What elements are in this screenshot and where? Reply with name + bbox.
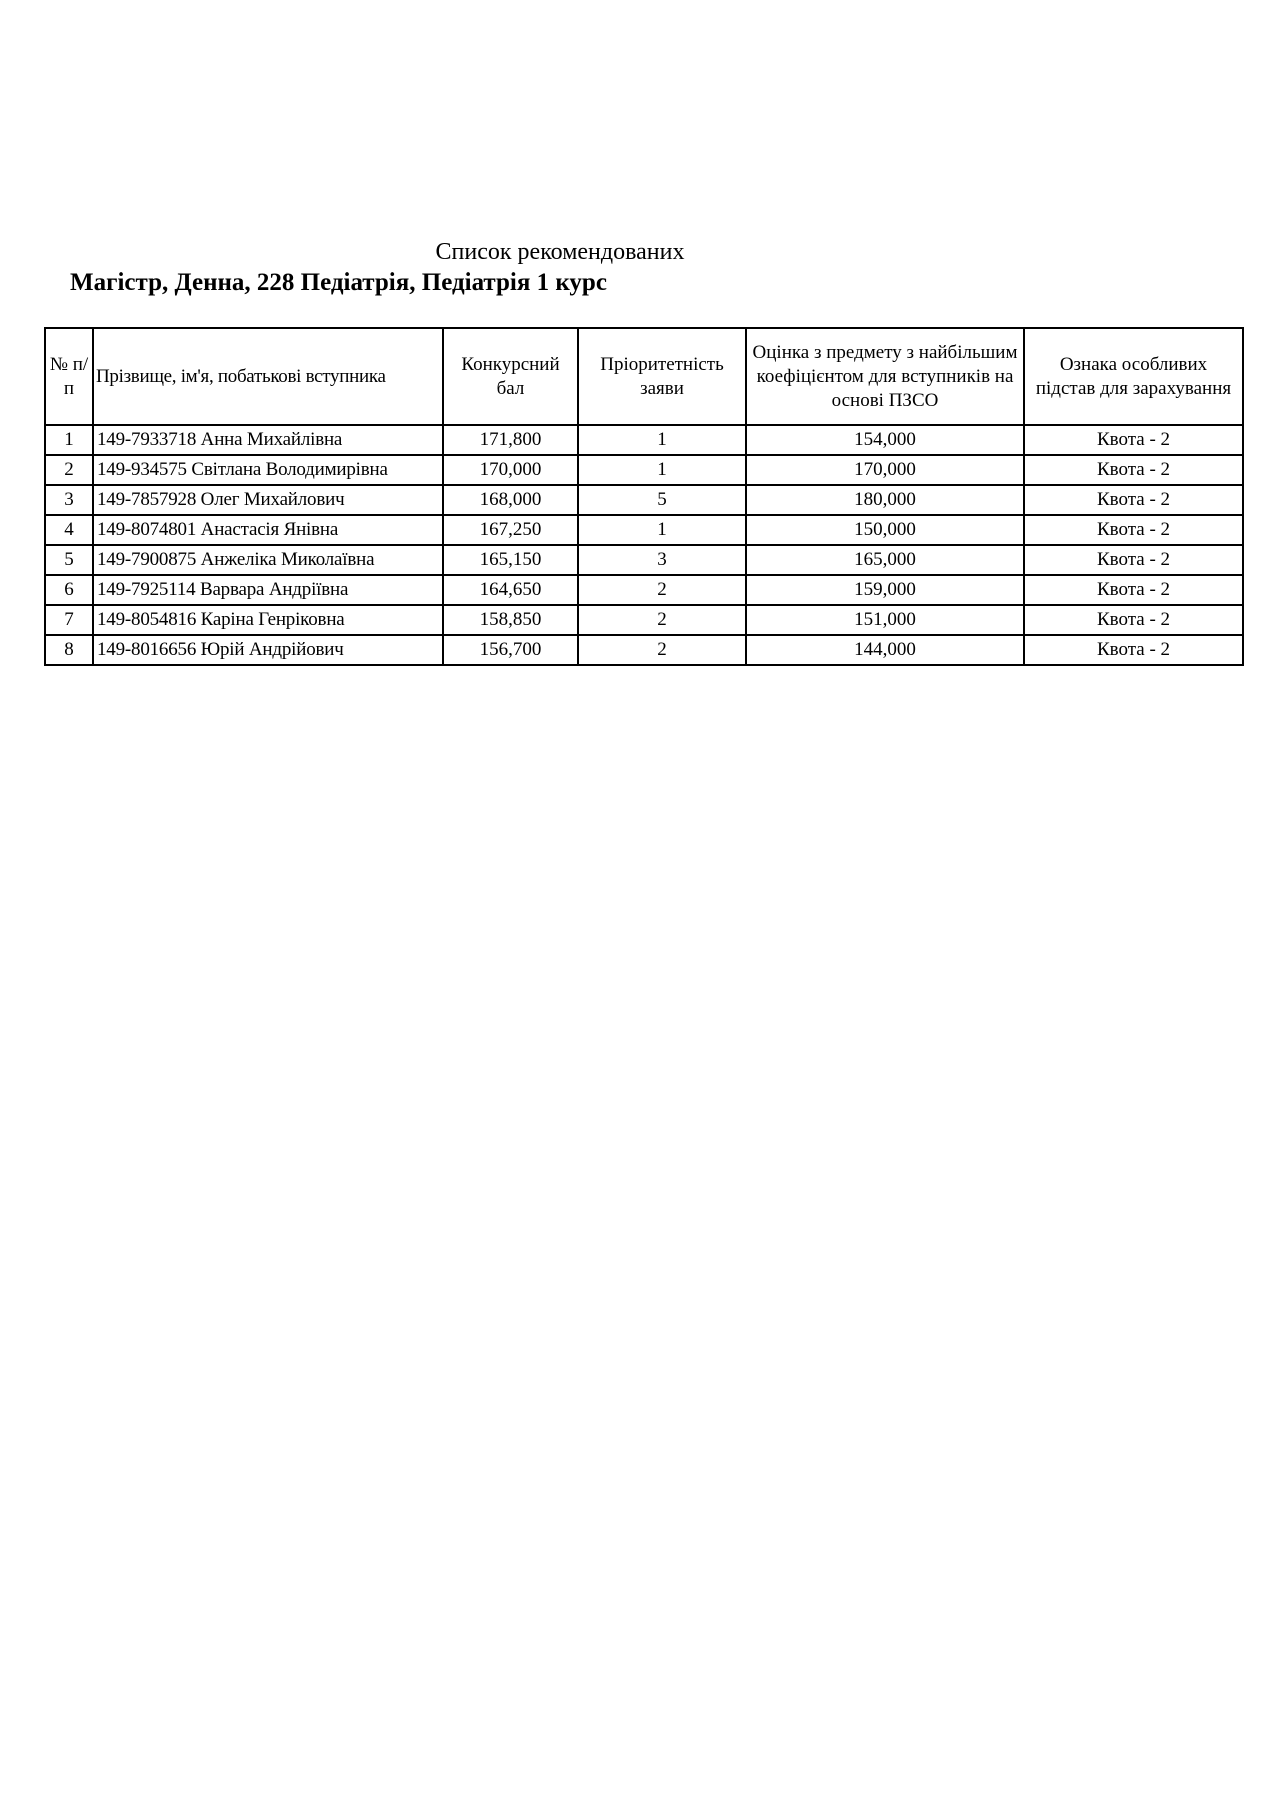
header-priority: Пріоритетність заяви <box>578 328 746 425</box>
competitive-score: 167,250 <box>443 515 578 545</box>
table-row <box>45 455 1243 485</box>
competitive-score: 171,800 <box>443 425 578 455</box>
application-priority: 1 <box>578 515 746 545</box>
subject-score: 170,000 <box>746 455 1024 485</box>
table-body <box>45 425 1243 665</box>
subject-score: 180,000 <box>746 485 1024 515</box>
header-subject-score: Оцінка з предмету з найбільшим коефіцієнтом для вступників на основі ПЗСО <box>746 328 1024 425</box>
application-priority: 5 <box>578 485 746 515</box>
applicant-name: 149-7857928 Олег Михайлович <box>93 485 443 515</box>
table-row <box>45 575 1243 605</box>
applicant-name: 149-7900875 Анжеліка Миколаївна <box>93 545 443 575</box>
competitive-score: 158,850 <box>443 605 578 635</box>
applicant-name: 149-934575 Світлана Володимирівна <box>93 455 443 485</box>
row-number: 4 <box>45 515 93 545</box>
competitive-score: 164,650 <box>443 575 578 605</box>
table-row <box>45 635 1243 665</box>
special-basis: Квота - 2 <box>1024 545 1243 575</box>
subject-score: 150,000 <box>746 515 1024 545</box>
competitive-score: 168,000 <box>443 485 578 515</box>
special-basis: Квота - 2 <box>1024 455 1243 485</box>
special-basis: Квота - 2 <box>1024 635 1243 665</box>
competitive-score: 156,700 <box>443 635 578 665</box>
application-priority: 3 <box>578 545 746 575</box>
applicant-name: 149-8074801 Анастасія Янівна <box>93 515 443 545</box>
special-basis: Квота - 2 <box>1024 575 1243 605</box>
application-priority: 2 <box>578 635 746 665</box>
applicant-name: 149-7933718 Анна Михайлівна <box>93 425 443 455</box>
table-header-row <box>45 328 1243 425</box>
application-priority: 2 <box>578 575 746 605</box>
row-number: 6 <box>45 575 93 605</box>
header-special-basis: Ознака особливих підстав для зарахування <box>1024 328 1243 425</box>
applicant-name: 149-7925114 Варвара Андріївна <box>93 575 443 605</box>
row-number: 8 <box>45 635 93 665</box>
row-number: 5 <box>45 545 93 575</box>
table-row <box>45 545 1243 575</box>
applicant-name: 149-8016656 Юрій Андрійович <box>93 635 443 665</box>
applicant-name: 149-8054816 Каріна Генріковна <box>93 605 443 635</box>
row-number: 7 <box>45 605 93 635</box>
page-title: Список рекомендованих <box>435 239 685 265</box>
special-basis: Квота - 2 <box>1024 515 1243 545</box>
competitive-score: 170,000 <box>443 455 578 485</box>
special-basis: Квота - 2 <box>1024 485 1243 515</box>
subject-score: 154,000 <box>746 425 1024 455</box>
subject-score: 165,000 <box>746 545 1024 575</box>
header-score: Конкурсний бал <box>443 328 578 425</box>
table-row <box>45 605 1243 635</box>
table-row <box>45 425 1243 455</box>
table-header <box>45 328 1243 425</box>
row-number: 1 <box>45 425 93 455</box>
application-priority: 2 <box>578 605 746 635</box>
row-number: 2 <box>45 455 93 485</box>
special-basis: Квота - 2 <box>1024 605 1243 635</box>
table-row <box>45 515 1243 545</box>
competitive-score: 165,150 <box>443 545 578 575</box>
applicants-table <box>44 327 1244 666</box>
subject-score: 151,000 <box>746 605 1024 635</box>
row-number: 3 <box>45 485 93 515</box>
special-basis: Квота - 2 <box>1024 425 1243 455</box>
page-subtitle: Магістр, Денна, 228 Педіатрія, Педіатрія 1 курс <box>70 269 607 296</box>
header-number: № п/п <box>45 328 93 425</box>
application-priority: 1 <box>578 455 746 485</box>
subject-score: 144,000 <box>746 635 1024 665</box>
subject-score: 159,000 <box>746 575 1024 605</box>
application-priority: 1 <box>578 425 746 455</box>
table-row <box>45 485 1243 515</box>
header-name: Прізвище, ім'я, побатькові вступника <box>93 328 443 425</box>
